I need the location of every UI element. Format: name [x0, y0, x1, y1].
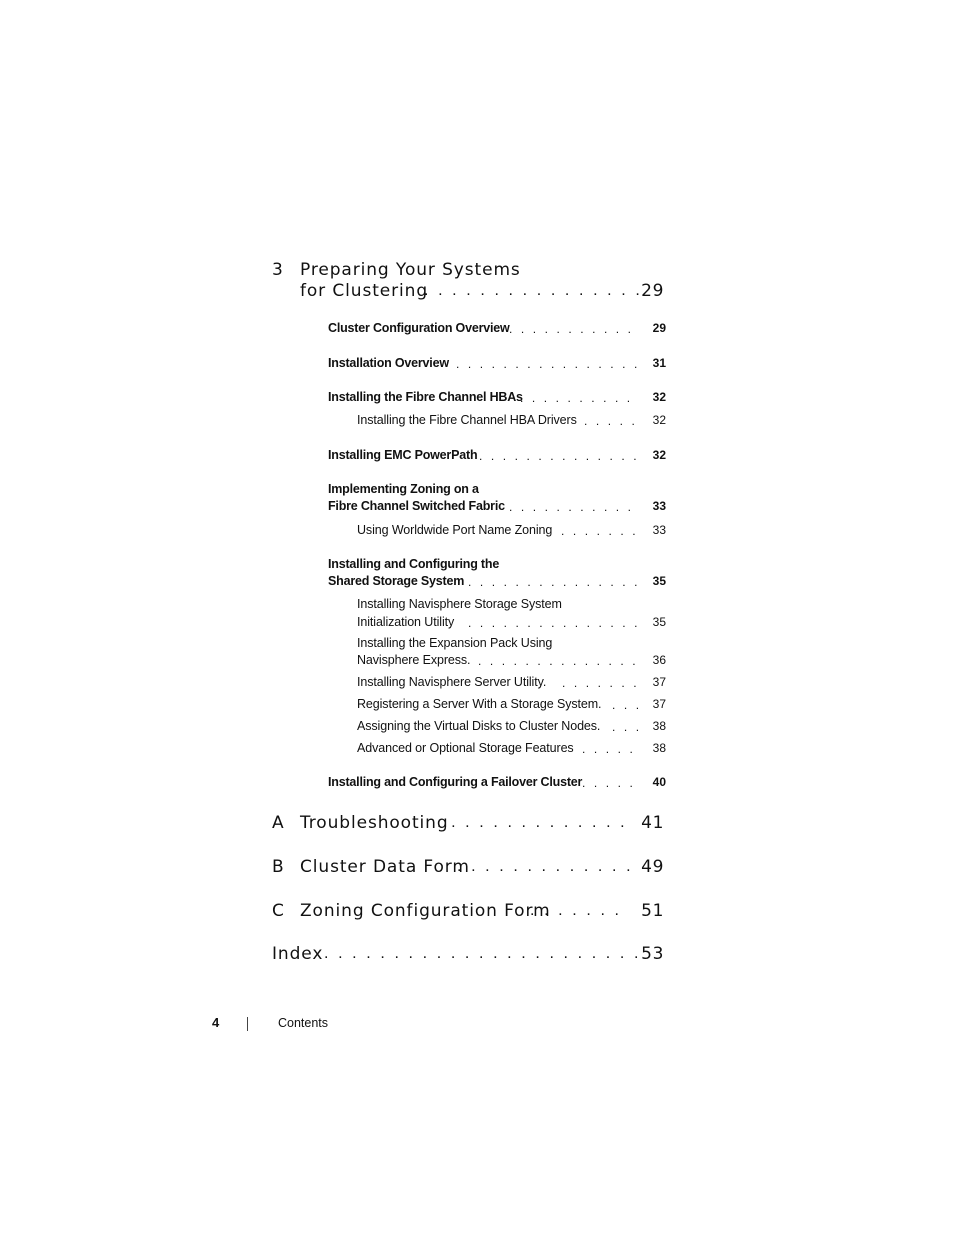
- leader-dots: [468, 574, 639, 590]
- toc-section[interactable]: Implementing Zoning on a: [328, 482, 479, 496]
- leader-dots: [509, 499, 639, 515]
- chapter-title: Troubleshooting: [300, 813, 449, 833]
- leader-dots: [479, 448, 639, 464]
- toc-subsection-continued[interactable]: Initialization Utility: [357, 615, 455, 629]
- leader-dots: [478, 653, 639, 669]
- toc-subsection[interactable]: Installing the Expansion Pack Using: [357, 636, 553, 650]
- chapter-title: Preparing Your Systems: [300, 260, 521, 280]
- chapter-number: 3: [272, 260, 284, 280]
- chapter-page-number: 49: [641, 857, 664, 877]
- chapter-page-number: 29: [641, 281, 664, 301]
- chapter-title: Cluster Data Form: [300, 857, 470, 877]
- toc-subsection[interactable]: Assigning the Virtual Disks to Cluster Nodes.: [357, 719, 601, 733]
- chapter-page-number: 41: [641, 813, 664, 833]
- toc-subsection[interactable]: Registering a Server With a Storage System.: [357, 697, 602, 711]
- toc-subsection[interactable]: Installing the Fibre Channel HBA Drivers: [357, 413, 577, 427]
- leader-dots: [424, 281, 640, 301]
- subsection-page-number: 32: [652, 413, 666, 427]
- toc-subsection[interactable]: Using Worldwide Port Name Zoning: [357, 523, 553, 537]
- section-page-number: 31: [652, 356, 666, 370]
- section-page-number: 35: [652, 574, 666, 588]
- toc-subsection[interactable]: Installing Navisphere Storage System: [357, 597, 562, 611]
- leader-dots: [457, 857, 630, 877]
- subsection-page-number: 33: [652, 523, 666, 537]
- footer-page-number: 4: [212, 1015, 220, 1030]
- section-page-number: 40: [652, 775, 666, 789]
- toc-section[interactable]: Installing the Fibre Channel HBAs: [328, 390, 523, 404]
- chapter-title-continued: for Clustering: [300, 281, 429, 301]
- subsection-page-number: 37: [652, 675, 666, 689]
- leader-dots: [509, 321, 639, 337]
- leader-dots: [468, 615, 639, 631]
- section-page-number: 32: [652, 448, 666, 462]
- section-page-number: 32: [652, 390, 666, 404]
- leader-dots: [530, 901, 630, 921]
- subsection-page-number: 35: [652, 615, 666, 629]
- section-page-number: 33: [652, 499, 666, 513]
- chapter-title: Zoning Configuration Form: [300, 901, 551, 921]
- leader-dots: [612, 697, 639, 713]
- subsection-page-number: 36: [652, 653, 666, 667]
- section-page-number: 29: [652, 321, 666, 335]
- chapter-page-number: 53: [641, 944, 664, 964]
- leader-dots: [437, 813, 630, 833]
- leader-dots: [612, 719, 639, 735]
- leader-dots: [562, 675, 639, 691]
- toc-section[interactable]: Installing EMC PowerPath: [328, 448, 478, 462]
- subsection-page-number: 38: [652, 719, 666, 733]
- toc-section[interactable]: Cluster Configuration Overview: [328, 321, 510, 335]
- subsection-page-number: 38: [652, 741, 666, 755]
- footer-separator: [247, 1017, 248, 1031]
- leader-dots: [561, 523, 639, 539]
- toc-section[interactable]: Installing and Configuring a Failover Cluster: [328, 775, 583, 789]
- toc-subsection[interactable]: Advanced or Optional Storage Features: [357, 741, 574, 755]
- toc-section[interactable]: Installation Overview: [328, 356, 449, 370]
- leader-dots: [582, 775, 639, 791]
- index-title: Index: [272, 944, 324, 964]
- chapter-number: C: [272, 901, 285, 921]
- chapter-number: A: [272, 813, 285, 833]
- chapter-page-number: 51: [641, 901, 664, 921]
- leader-dots: [584, 413, 639, 429]
- leader-dots: [582, 741, 639, 757]
- chapter-number: B: [272, 857, 285, 877]
- toc-section-continued[interactable]: Shared Storage System: [328, 574, 465, 588]
- leader-dots: [324, 944, 640, 964]
- footer-label: Contents: [278, 1016, 329, 1030]
- leader-dots: [456, 356, 639, 372]
- toc-subsection-continued[interactable]: Navisphere Express.: [357, 653, 471, 667]
- toc-section[interactable]: Installing and Configuring the: [328, 557, 500, 571]
- toc-subsection[interactable]: Installing Navisphere Server Utility.: [357, 675, 547, 689]
- toc-section-continued[interactable]: Fibre Channel Switched Fabric: [328, 499, 505, 513]
- subsection-page-number: 37: [652, 697, 666, 711]
- leader-dots: [520, 390, 639, 406]
